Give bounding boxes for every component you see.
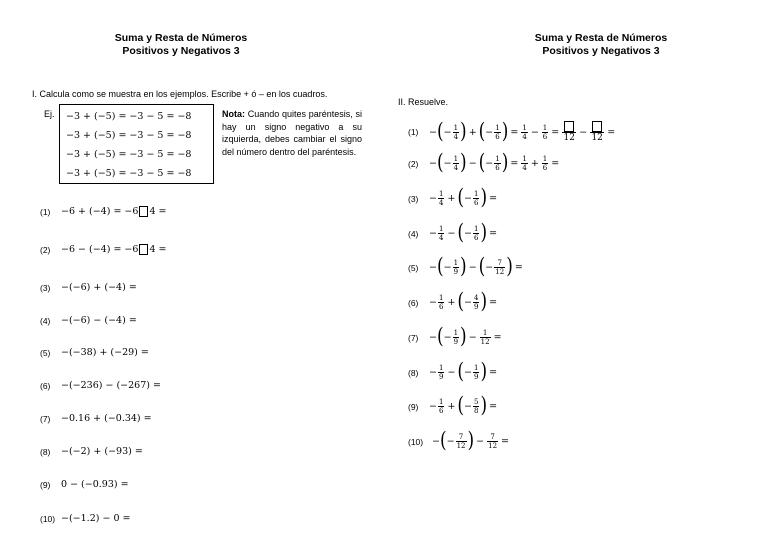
fraction-problem-3: (3) − $\frac{1}{4}$ + ( − $\frac{1}{6}$ ) = bbox=[408, 185, 498, 211]
fraction-problem-7: (7) − ( − $\frac{1}{9}$ ) − $\frac{1}{12}$ = bbox=[408, 324, 502, 350]
expression: 0 − (−0.93) = bbox=[61, 479, 129, 490]
example-line: −3 + (−5) = −3 − 5 = −8 bbox=[66, 168, 192, 179]
example-line: −3 + (−5) = −3 − 5 = −8 bbox=[66, 130, 192, 141]
expression: 4 = bbox=[149, 206, 167, 217]
problem-9 bbox=[40, 479, 129, 490]
problem-1 bbox=[40, 206, 166, 217]
title-line-2: Positivos y Negativos 3 bbox=[542, 45, 660, 57]
problem-number: (6) bbox=[40, 380, 51, 391]
answer-box[interactable] bbox=[139, 206, 148, 217]
problem-number: (4) bbox=[40, 315, 51, 326]
problem-number: (9) bbox=[408, 401, 419, 412]
title-line-2: Positivos y Negativos 3 bbox=[122, 45, 240, 57]
expression: −(−6) − (−4) = bbox=[61, 315, 137, 326]
problem-number: (9) bbox=[40, 479, 51, 490]
expression: −6 − (−4) = −6 bbox=[61, 244, 139, 255]
expression: −(−1.2) − 0 = bbox=[61, 513, 131, 524]
expression: −0.16 + (−0.34) = bbox=[61, 413, 152, 424]
note bbox=[222, 108, 362, 158]
problem-7 bbox=[40, 413, 152, 424]
problem-number: (4) bbox=[408, 228, 419, 239]
fraction-problem-10: (10) − ( − $\frac{7}{12}$ ) − $\frac{7}{12}$ = bbox=[408, 428, 509, 454]
expression: −6 + (−4) = −6 bbox=[61, 206, 139, 217]
problem-10 bbox=[40, 513, 130, 524]
numerator-answer-box[interactable] bbox=[564, 121, 574, 132]
title-line-1: Suma y Resta de Números bbox=[534, 32, 668, 44]
problem-number: (2) bbox=[40, 244, 51, 255]
problem-8 bbox=[40, 446, 143, 457]
fraction-problem-8: (8) − $\frac{1}{9}$ − ( − $\frac{1}{9}$ ) = bbox=[408, 359, 498, 385]
fraction-problem-4: (4) − $\frac{1}{4}$ − ( − $\frac{1}{6}$ ) = bbox=[408, 220, 498, 246]
title-line-1: Suma y Resta de Números bbox=[114, 32, 248, 44]
problem-6 bbox=[40, 380, 161, 391]
expression: −(−236) − (−267) = bbox=[61, 380, 161, 391]
expression: −(−2) + (−93) = bbox=[61, 446, 143, 457]
note-label: Nota: bbox=[222, 109, 245, 119]
problem-number: (10) bbox=[408, 436, 424, 447]
problem-3 bbox=[40, 282, 137, 293]
problem-number: (2) bbox=[408, 158, 419, 169]
example-line: −3 + (−5) = −3 − 5 = −8 bbox=[66, 111, 192, 122]
example-label: Ej. bbox=[44, 109, 55, 119]
example-line: −3 + (−5) = −3 − 5 = −8 bbox=[66, 149, 192, 160]
section-2-instruction: II. Resuelve. bbox=[398, 97, 449, 107]
problem-number: (8) bbox=[40, 446, 51, 457]
problem-number: (7) bbox=[408, 332, 419, 343]
page-title-left bbox=[51, 32, 311, 58]
problem-number: (5) bbox=[40, 347, 51, 358]
note-text: Cuando quites paréntesis, si hay un signo negativo a su izquierda, debes cambiar el signo del número dentro del paréntesis. bbox=[222, 109, 362, 157]
problem-number: (8) bbox=[408, 367, 419, 378]
answer-box[interactable] bbox=[139, 244, 148, 255]
problem-number: (1) bbox=[40, 206, 51, 217]
fraction-problem-9: (9) − $\frac{1}{6}$ + ( − $\frac{5}{8}$ ) = bbox=[408, 393, 498, 419]
problem-number: (10) bbox=[40, 513, 56, 524]
problem-5 bbox=[40, 347, 149, 358]
problem-number: (7) bbox=[40, 413, 51, 424]
numerator-answer-box[interactable] bbox=[592, 121, 602, 132]
expression: 4 = bbox=[149, 244, 167, 255]
page-title-right bbox=[471, 32, 731, 58]
fraction-problem-5: (5) − ( − $\frac{1}{9}$ ) − ( − $\frac{7}{12}$ ) = bbox=[408, 254, 523, 280]
problem-number: (1) bbox=[408, 127, 419, 137]
problem-number: (5) bbox=[408, 262, 419, 273]
problem-4 bbox=[40, 315, 137, 326]
expression: −(−38) + (−29) = bbox=[61, 347, 149, 358]
example-box bbox=[59, 104, 214, 184]
fraction-problem-6: (6) − $\frac{1}{6}$ + ( − $\frac{4}{9}$ ) = bbox=[408, 289, 498, 315]
expression: −(−6) + (−4) = bbox=[61, 282, 137, 293]
fraction-problem-2: (2) − ( − $\frac{1}{4}$ ) − ( − $\frac{1}{6}$ ) = $\frac{1}{4}$ + $\frac{1}{6}$ = bbox=[408, 150, 560, 176]
problem-number: (3) bbox=[408, 193, 419, 204]
section-1-instruction: I. Calcula como se muestra en los ejemplos. Escribe + ó – en los cuadros. bbox=[32, 89, 328, 99]
problem-2 bbox=[40, 244, 166, 255]
fraction-problem-1: (1) − ( − $\frac{1}{4}$ ) + ( − $\frac{1}{6}$ ) = $\frac{1}{4}$ − $\frac{1}{6}$ = 12 − 12 = bbox=[408, 118, 616, 144]
problem-number: (3) bbox=[40, 282, 51, 293]
problem-number: (6) bbox=[408, 297, 419, 308]
